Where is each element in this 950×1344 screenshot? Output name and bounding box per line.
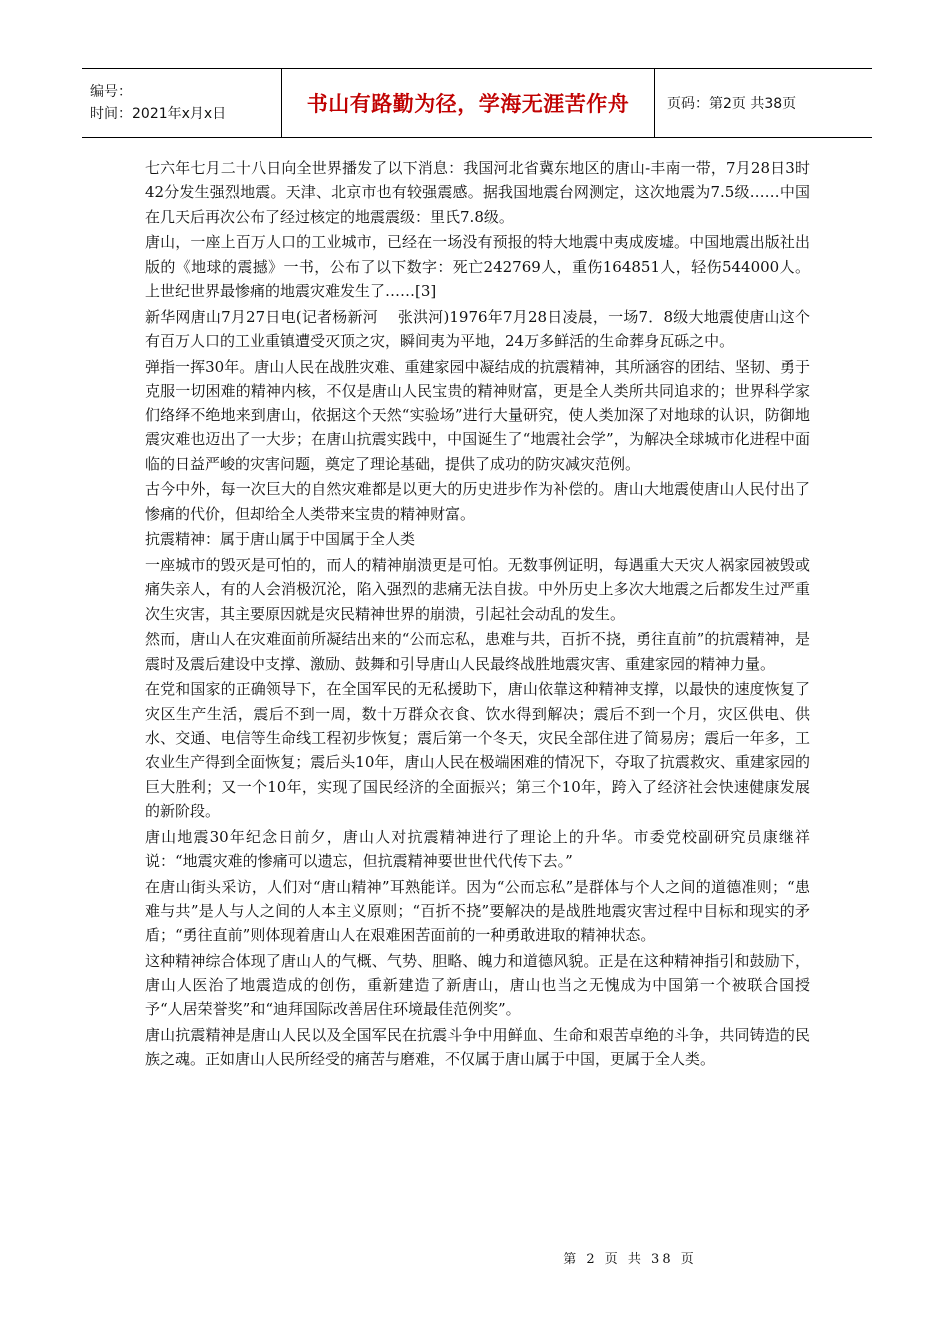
page-footer: 第 2 页 共 38 页	[563, 1252, 697, 1267]
paragraph: 七六年七月二十八日向全世界播发了以下消息：我国河北省冀东地区的唐山-丰南一带，7月28日3时42分发生强烈地震。天津、北京市也有较强震感。据我国地震台网测定，这次地震为7.5级……中国在几天后再次公布了经过核定的地震震级：里氏7.8级。	[145, 159, 810, 226]
paragraph: 这种精神综合体现了唐山人的气概、气势、胆略、魄力和道德风貌。正是在这种精神指引和鼓励下，唐山人医治了地震造成的创伤，重新建造了新唐山，唐山也当之无愧成为中国第一个被联合国授予“人居荣誉奖”和“迪拜国际改善居住环境最佳范例奖”。	[145, 951, 810, 1019]
header-motto: 书山有路勤为径，学海无涯苦作舟	[281, 69, 655, 137]
page-header	[82, 68, 872, 138]
paragraph: 一座城市的毁灭是可怕的，而人的精神崩溃更是可怕。无数事例证明，每遇重大天灾人祸家园被毁或痛失亲人，有的人会消极沉沦，陷入强烈的悲痛无法自拔。中外历史上多次大地震之后都发生过严重次生灾害，其主要原因就是灾民精神世界的崩溃，引起社会动乱的发生。	[145, 556, 810, 623]
paragraph: 弹指一挥30年。唐山人民在战胜灾难、重建家园中凝结成的抗震精神，其所涵容的团结、坚韧、勇于克服一切困难的精神内核，不仅是唐山人民宝贵的精神财富，更是全人类所共同追求的；世界科学家们络绎不绝地来到唐山，依据这个天然“实验场”进行大量研究，使人类加深了对地球的认识，防御地震灾难也迈出了一大步；在唐山抗震实践中，中国诞生了“地震社会学”，为解决全球城市化进程中面临的日益严峻的灾害问题，奠定了理论基础，提供了成功的防灾减灾范例。	[145, 357, 810, 473]
paragraph: 在唐山街头采访，人们对“唐山精神”耳熟能详。因为“公而忘私”是群体与个人之间的道德准则；“患难与共”是人与人之间的人本主义原则；“百折不挠”要解决的是战胜地震灾害过程中目标和现实的矛盾；“勇往直前”则体现着唐山人在艰难困苦面前的一种勇敢进取的精神状态。	[145, 877, 810, 945]
header-page-info: 页码：第2页 共38页	[667, 96, 797, 112]
document-date: 时间：2021年x月x日	[90, 106, 227, 122]
paragraph: 唐山地震30年纪念日前夕，唐山人对抗震精神进行了理论上的升华。市委党校副研究员康继祥说：“地震灾难的惨痛可以遗忘，但抗震精神要世世代代传下去。”	[145, 827, 810, 870]
document-body	[145, 156, 810, 1073]
header-meta	[82, 69, 281, 137]
paragraph: 唐山，一座上百万人口的工业城市，已经在一场没有预报的特大地震中夷成废墟。中国地震出版社出版的《地球的震撼》一书，公布了以下数字：死亡242769人，重伤164851人，轻伤544000人。上世纪世界最惨痛的地震灾难发生了……[3]	[145, 233, 810, 300]
paragraph: 在党和国家的正确领导下，在全国军民的无私援助下，唐山依靠这种精神支撑，以最快的速度恢复了灾区生产生活，震后不到一周，数十万群众衣食、饮水得到解决；震后不到一个月，灾区供电、供水、交通、电信等生命线工程初步恢复；震后第一个冬天，灾民全部住进了简易房；震后一年多，工农业生产得到全面恢复；震后头10年，唐山人民在极端困难的情况下，夺取了抗震救灾、重建家园的巨大胜利；又一个10年，实现了国民经济的全面振兴；第三个10年，跨入了经济社会快速健康发展的新阶段。	[145, 680, 810, 820]
section-heading: 抗震精神：属于唐山属于中国属于全人类	[145, 530, 416, 549]
paragraph: 古今中外，每一次巨大的自然灾难都是以更大的历史进步作为补偿的。唐山大地震使唐山人民付出了惨痛的代价，但却给全人类带来宝贵的精神财富。	[145, 480, 810, 523]
paragraph: 唐山抗震精神是唐山人民以及全国军民在抗震斗争中用鲜血、生命和艰苦卓绝的斗争，共同铸造的民族之魂。正如唐山人民所经受的痛苦与磨难，不仅属于唐山属于中国，更属于全人类。	[145, 1026, 810, 1069]
paragraph: 然而，唐山人在灾难面前所凝结出来的“公而忘私，患难与共，百折不挠，勇往直前”的抗震精神，是震时及震后建设中支撑、激励、鼓舞和引导唐山人民最终战胜地震灾害、重建家园的精神力量。	[145, 630, 810, 673]
document-number-label: 编号：	[90, 84, 132, 100]
paragraph: 新华网唐山7月27日电(记者杨新河 张洪河)1976年7月28日凌晨，一场7．8级大地震使唐山这个有百万人口的工业重镇遭受灭顶之灾，瞬间夷为平地，24万多鲜活的生命葬身瓦砾之中。	[145, 307, 810, 350]
